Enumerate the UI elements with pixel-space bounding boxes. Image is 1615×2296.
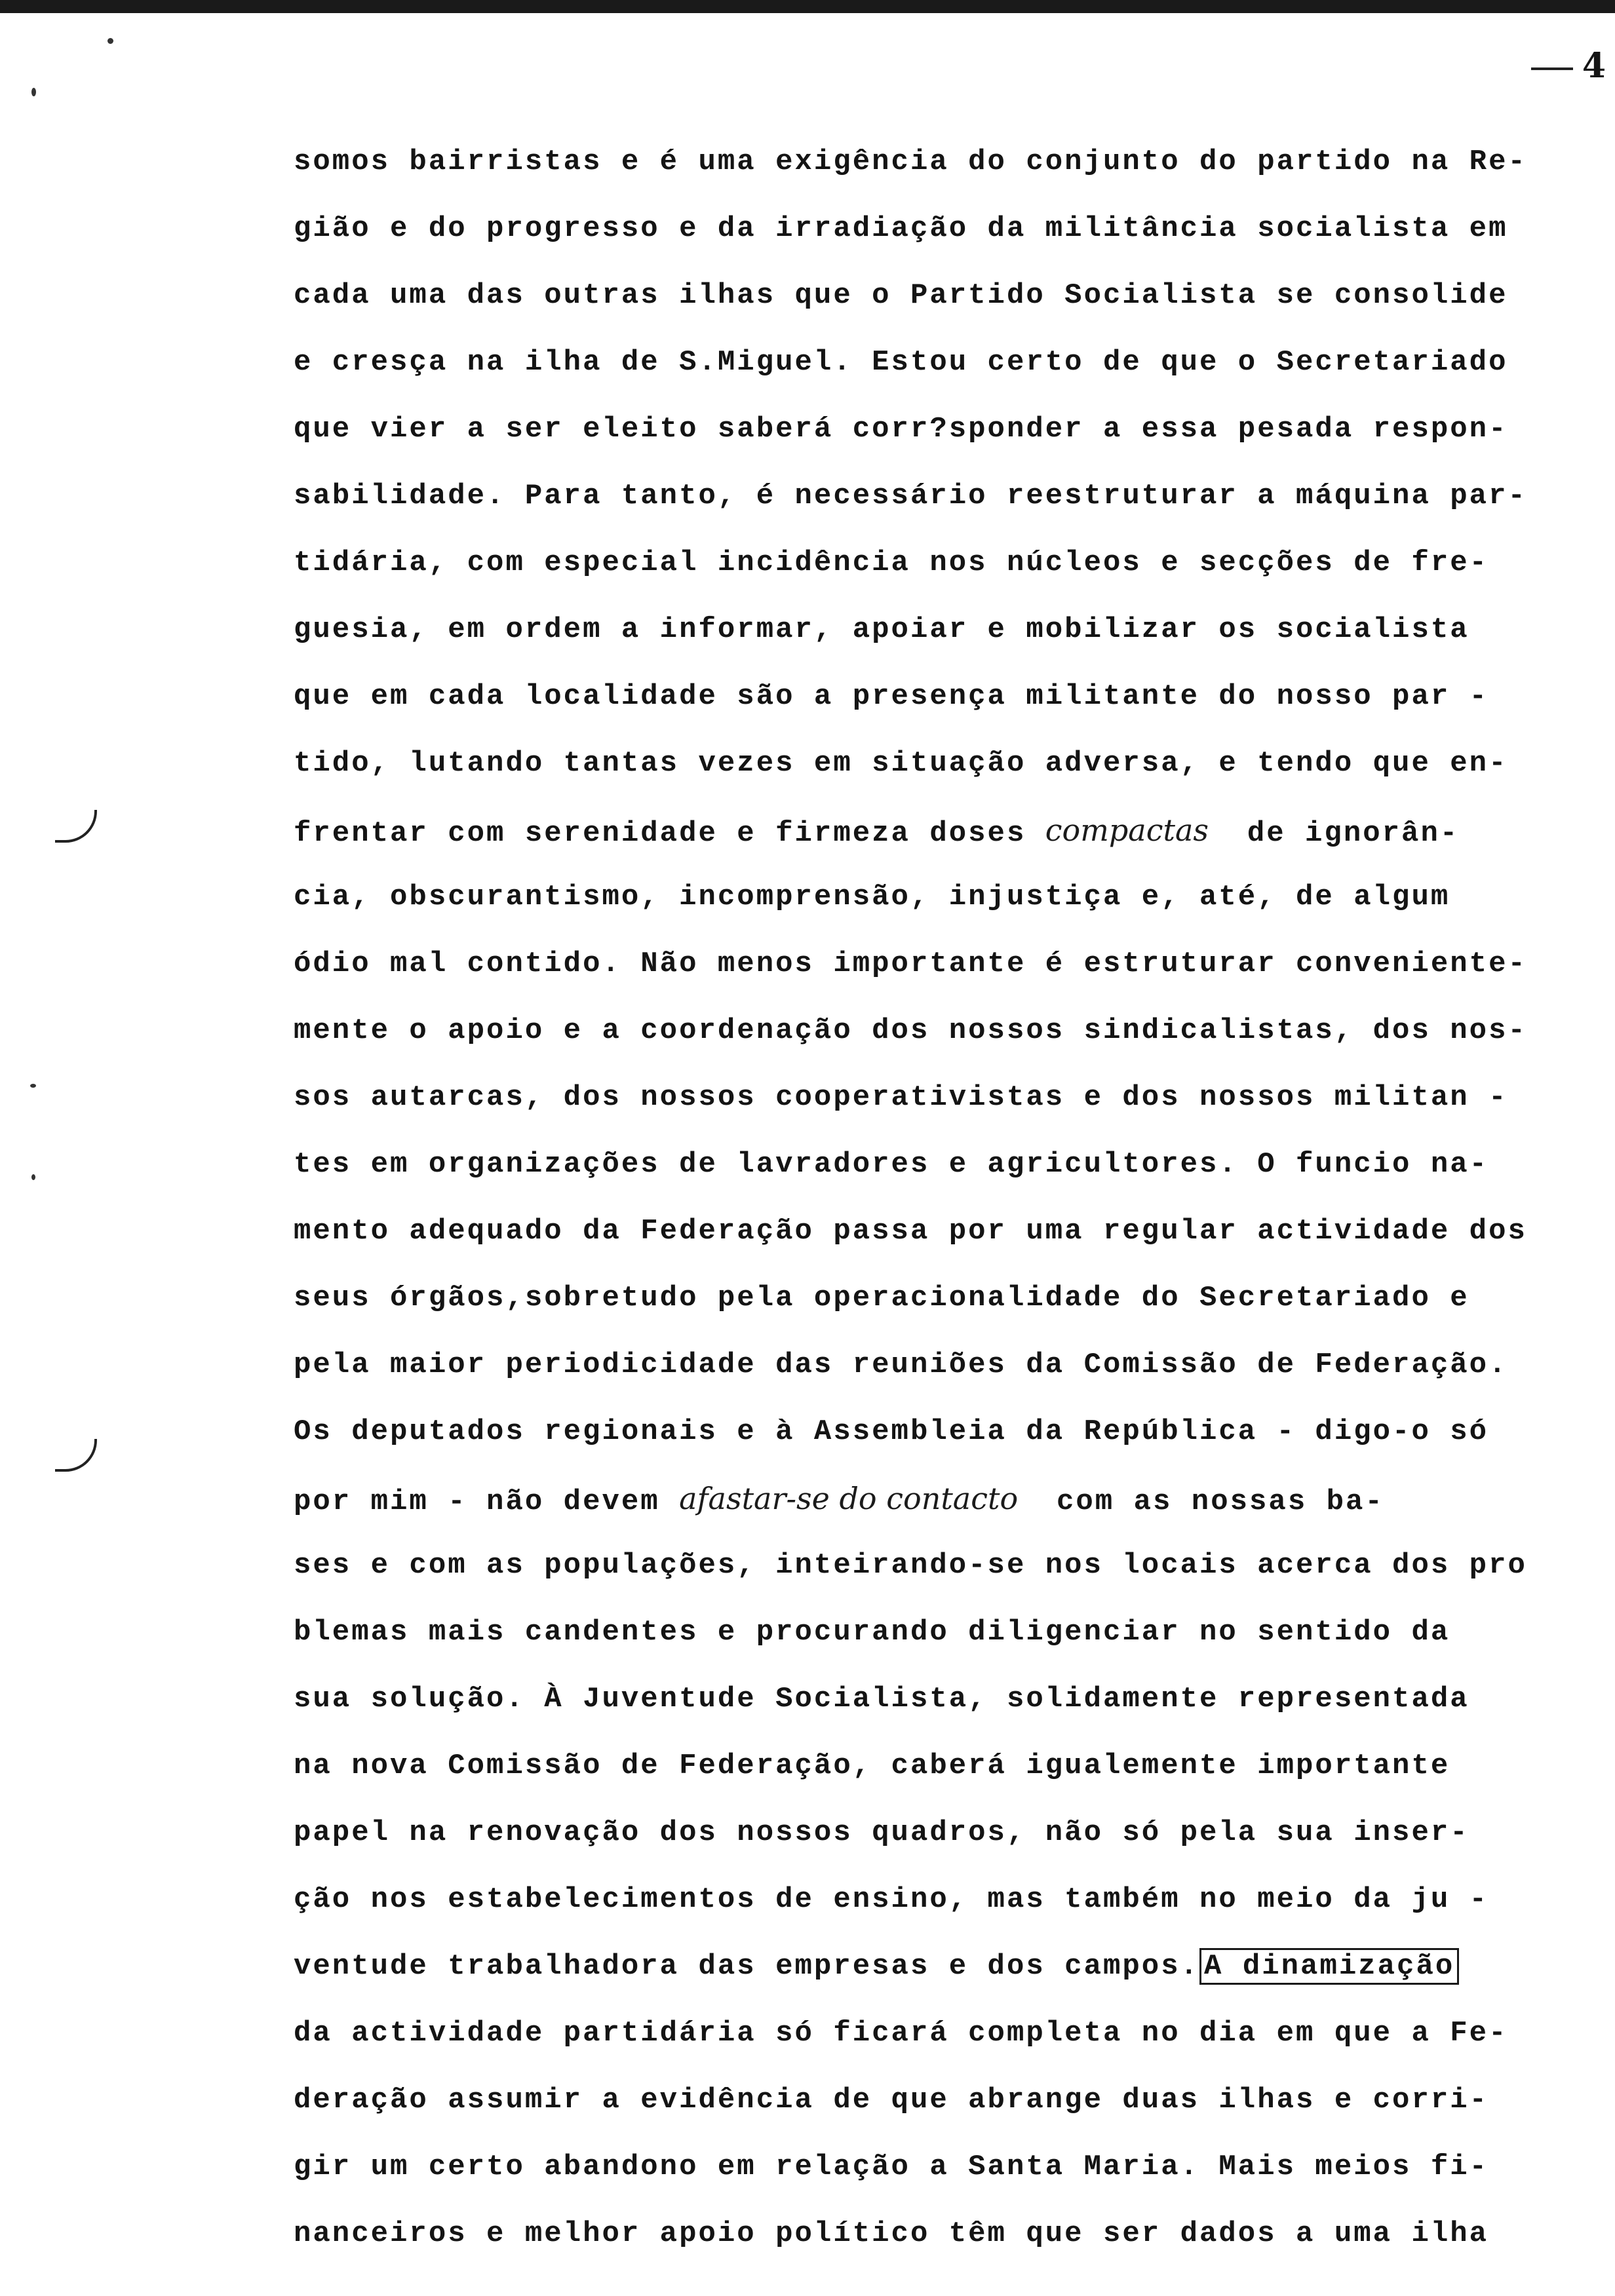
text-line: guesia, em ordem a informar, apoiar e mobilizar os socialista (294, 613, 1469, 646)
text-line: na nova Comissão de Federação, caberá igualemente importante (294, 1750, 1450, 1782)
text-line: e cresça na ilha de S.Miguel. Estou certo de que o Secretariado (294, 346, 1508, 379)
text-line: blemas mais candentes e procurando diligenciar no sentido da (294, 1616, 1450, 1649)
text-line (294, 1933, 1598, 2000)
text-line: ção nos estabelecimentos de ensino, mas também no meio da ju - (294, 1883, 1489, 1916)
text-line: ses e com as populações, inteirando-se nos locais acerca dos pro (294, 1549, 1527, 1582)
scan-speck (107, 38, 113, 44)
text-line: que vier a ser eleito saberá corr?sponder a essa pesada respon- (294, 413, 1508, 446)
text-line: pela maior periodicidade das reuniões da Comissão de Federação. (294, 1349, 1508, 1381)
text-line: cada uma das outras ilhas que o Partido Socialista se consolide (294, 279, 1508, 312)
text-segment: com as nossas ba- (1018, 1485, 1384, 1518)
text-line: gião e do progresso e da irradiação da militância socialista em (294, 212, 1508, 245)
handwritten-insertion: compactas (1045, 813, 1209, 848)
text-line: tes em organizações de lavradores e agricultores. O funcio na- (294, 1148, 1489, 1181)
typed-text-body (294, 128, 1598, 2267)
binder-hole-mark (55, 810, 97, 843)
text-line: sua solução. À Juventude Socialista, solidamente representada (294, 1683, 1469, 1715)
text-line: Os deputados regionais e à Assembleia da República - digo-o só (294, 1415, 1489, 1448)
page-number: 4 (1531, 46, 1606, 86)
text-segment: de ignorân- (1209, 817, 1460, 850)
binder-hole-mark (55, 1439, 97, 1472)
text-line: somos bairristas e é uma exigência do conjunto do partido na Re- (294, 145, 1527, 178)
text-line: papel na renovação dos nossos quadros, não só pela sua inser- (294, 1816, 1469, 1849)
top-edge-rule (0, 0, 1615, 13)
text-line: mento adequado da Federação passa por uma regular actividade dos (294, 1215, 1527, 1248)
scan-speck (30, 1084, 36, 1088)
text-segment: frentar com serenidade e firmeza doses (294, 817, 1045, 850)
scan-speck (31, 88, 36, 96)
text-line: sos autarcas, dos nossos cooperativistas e dos nossos militan - (294, 1081, 1508, 1114)
handwritten-insertion: afastar-se do contacto (679, 1481, 1019, 1516)
text-line: tido, lutando tantas vezes em situação adversa, e tendo que en- (294, 747, 1508, 780)
text-segment: por mim - não devem (294, 1485, 680, 1518)
scan-speck (31, 1174, 35, 1180)
text-line (294, 797, 1598, 864)
text-line: sabilidade. Para tanto, é necessário reestruturar a máquina par- (294, 480, 1527, 512)
text-segment: ventude trabalhadora das empresas e dos campos. (294, 1950, 1200, 1983)
text-line: cia, obscurantismo, incomprensão, injustiça e, até, de algum (294, 881, 1450, 913)
text-line: mente o apoio e a coordenação dos nossos sindicalistas, dos nos- (294, 1014, 1527, 1047)
text-line: tidária, com especial incidência nos núcleos e secções de fre- (294, 546, 1489, 579)
text-line: gir um certo abandono em relação a Santa Maria. Mais meios fi- (294, 2151, 1489, 2183)
text-line: que em cada localidade são a presença militante do nosso par - (294, 680, 1489, 713)
text-line: nanceiros e melhor apoio político têm que ser dados a uma ilha (294, 2217, 1489, 2250)
boxed-text: A dinamização (1199, 1948, 1459, 1985)
text-line (294, 1465, 1598, 1532)
text-line: seus órgãos,sobretudo pela operacionalidade do Secretariado e (294, 1282, 1469, 1314)
text-line: da actividade partidária só ficará completa no dia em que a Fe- (294, 2017, 1508, 2050)
text-line: ódio mal contido. Não menos importante é estruturar convenientе- (294, 947, 1527, 980)
text-line: deração assumir a evidência de que abrange duas ilhas e corri- (294, 2084, 1489, 2116)
